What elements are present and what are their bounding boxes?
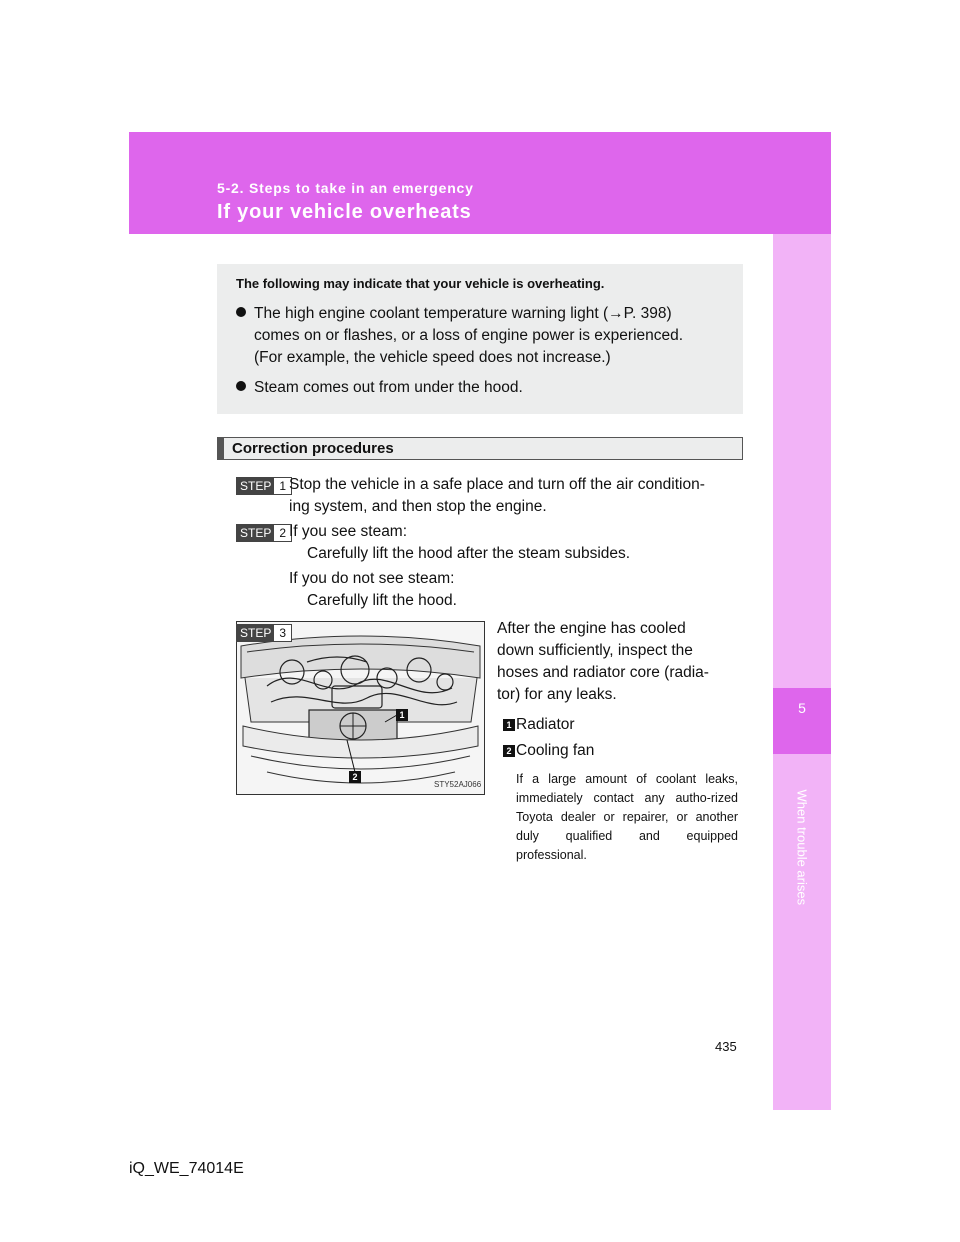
step-2-condition-no-steam: If you do not see steam: <box>289 570 455 587</box>
step-3-badge: STEP 3 <box>236 624 292 642</box>
step-3-text-line-2: down sufficiently, inspect the <box>497 642 693 659</box>
info-bullet-2: Steam comes out from under the hood. <box>236 377 523 399</box>
coolant-leak-note: If a large amount of coolant leaks, immediately contact any autho-rized Toyota dealer or repairer, or another duly qualified and equipped professional. <box>516 772 738 862</box>
section-heading: Correction procedures <box>217 437 743 460</box>
legend-item-radiator: Radiator <box>516 716 575 733</box>
figure-code: STY52AJ066 <box>434 780 482 789</box>
step-1-text-line-2: ing system, and then stop the engine. <box>289 498 547 515</box>
legend-number-1: 1 <box>503 719 515 731</box>
figure-callout-1: 1 <box>396 709 408 721</box>
engine-compartment-illustration <box>236 621 485 795</box>
step-3-text-line-1: After the engine has cooled <box>497 620 686 637</box>
section-subtitle: 5-2. Steps to take in an emergency <box>217 180 474 196</box>
side-tab-chapter-number: 5 <box>798 700 806 716</box>
info-box-heading: The following may indicate that your vehicle is overheating. <box>236 276 605 291</box>
figure-callout-2: 2 <box>349 771 361 783</box>
step-1-text-line-1: Stop the vehicle in a safe place and turn off the air condition- <box>289 476 705 493</box>
side-tab <box>773 234 831 1110</box>
page-number: 435 <box>715 1039 737 1054</box>
step-2-action-steam: Carefully lift the hood after the steam subsides. <box>307 545 631 562</box>
step-1-badge: STEP 1 <box>236 477 292 495</box>
engine-illustration-svg <box>237 622 484 794</box>
section-heading-bar <box>218 438 224 459</box>
document-code: iQ_WE_74014E <box>129 1160 244 1177</box>
step-2-action-no-steam: Carefully lift the hood. <box>307 592 457 609</box>
step-2-condition-steam: If you see steam: <box>289 523 408 540</box>
bullet-dot-icon <box>236 307 246 317</box>
side-tab-chapter-box <box>773 688 831 754</box>
side-tab-label: When trouble arises <box>794 789 810 906</box>
legend-item-cooling-fan: Cooling fan <box>516 742 595 759</box>
info-bullet-1: The high engine coolant temperature warning light (→P. 398) comes on or flashes, or a loss of engine power is experienced. (For example, the vehicle speed does not increase.) <box>236 303 726 369</box>
step-3-text-line-4: tor) for any leaks. <box>497 686 617 703</box>
step-3-text-line-3: hoses and radiator core (radia- <box>497 664 709 681</box>
bullet-dot-icon <box>236 381 246 391</box>
step-2-badge: STEP 2 <box>236 524 292 542</box>
page-title: If your vehicle overheats <box>217 201 472 223</box>
legend-number-2: 2 <box>503 745 515 757</box>
